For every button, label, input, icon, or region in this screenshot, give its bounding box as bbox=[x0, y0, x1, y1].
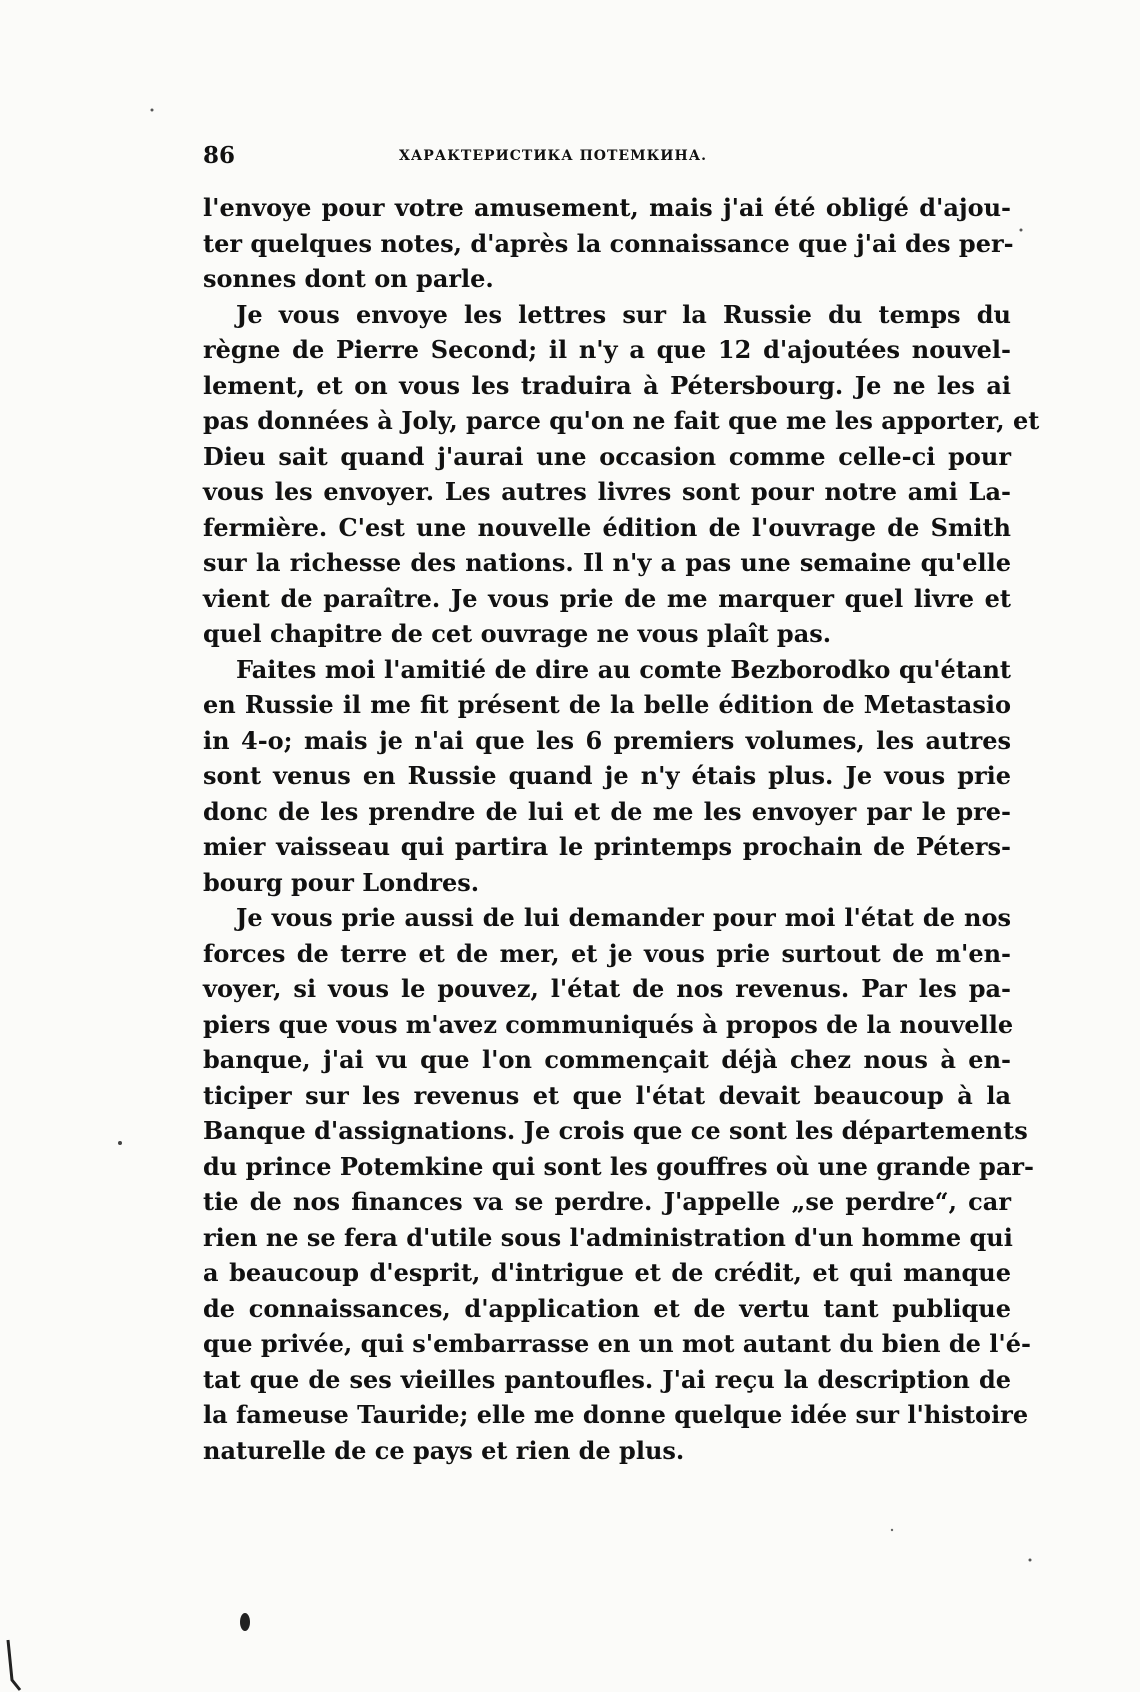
text-line: Faites moi l'amitié de dire au comte Bezborodko qu'étant bbox=[236, 654, 1011, 684]
text-line: tat que de ses vieilles pantoufles. J'ai reçu la description de bbox=[203, 1364, 1011, 1394]
scan-speck bbox=[1020, 229, 1023, 232]
scan-speck bbox=[118, 1141, 122, 1145]
text-line: voyer, si vous le pouvez, l'état de nos revenus. Par les pa- bbox=[203, 974, 1011, 1003]
text-line: sonnes dont on parle. bbox=[203, 264, 494, 293]
running-head: ХАРАКТЕРИСТИКА ПОТЕМКИНА. bbox=[399, 148, 708, 164]
text-line: vient de paraître. Je vous prie de me marquer quel livre et bbox=[203, 583, 1011, 613]
text-line: banque, j'ai vu que l'on commençait déjà chez nous à en- bbox=[203, 1045, 1011, 1074]
text-line: pas données à Joly, parce qu'on ne fait que me les apporter, et bbox=[203, 406, 1040, 435]
text-line: ticiper sur les revenus et que l'état devait beaucoup à la bbox=[203, 1080, 1011, 1110]
scan-speck bbox=[151, 109, 154, 112]
text-line: Je vous prie aussi de lui demander pour moi l'état de nos bbox=[236, 903, 1011, 932]
text-line: donc de les prendre de lui et de me les envoyer par le pre- bbox=[203, 796, 1011, 826]
text-line: mier vaisseau qui partira le printemps prochain de Péters- bbox=[203, 832, 1011, 861]
text-line: lement, et on vous les traduira à Pétersbourg. Je ne les ai bbox=[203, 370, 1011, 400]
text-line: in 4-o; mais je n'ai que les 6 premiers volumes, les autres bbox=[203, 725, 1011, 755]
text-line: de connaissances, d'application et de vertu tant publique bbox=[203, 1293, 1011, 1323]
scan-mark bbox=[8, 1640, 20, 1690]
text-line: piers que vous m'avez communiqués à propos de la nouvelle bbox=[203, 1009, 1014, 1039]
text-line: quel chapitre de cet ouvrage ne vous plaît pas. bbox=[203, 619, 832, 648]
text-line: Je vous envoye les lettres sur la Russie du temps du bbox=[236, 299, 1011, 329]
text-line: naturelle de ce pays et rien de plus. bbox=[203, 1435, 685, 1465]
text-line: ter quelques notes, d'après la connaissance que j'ai des per- bbox=[203, 228, 1014, 258]
text-line: la fameuse Tauride; elle me donne quelque idée sur l'histoire bbox=[203, 1400, 1029, 1429]
text-line: que privée, qui s'embarrasse en un mot autant du bien de l'é- bbox=[203, 1329, 1031, 1358]
text-line: a beaucoup d'esprit, d'intrigue et de crédit, et qui manque bbox=[203, 1258, 1011, 1287]
text-line: tie de nos finances va se perdre. J'appelle „se perdre“, car bbox=[203, 1187, 1011, 1216]
scan-speck bbox=[891, 1529, 893, 1531]
text-line: vous les envoyer. Les autres livres sont pour notre ami La- bbox=[203, 477, 1011, 506]
text-line: règne de Pierre Second; il n'y a que 12 d'ajoutées nouvel- bbox=[203, 335, 1011, 364]
page-number: 86 bbox=[203, 142, 236, 169]
text-line: rien ne se fera d'utile sous l'administration d'un homme qui bbox=[203, 1222, 1013, 1252]
text-line: du prince Potemkine qui sont les gouffres où une grande par- bbox=[203, 1151, 1034, 1181]
scan-blot bbox=[240, 1613, 250, 1631]
text-line: fermière. C'est une nouvelle édition de l'ouvrage de Smith bbox=[203, 512, 1011, 542]
text-line: en Russie il me fit présent de la belle édition de Metastasio bbox=[203, 690, 1011, 719]
text-line: bourg pour Londres. bbox=[203, 867, 480, 897]
text-line: sur la richesse des nations. Il n'y a pas une semaine qu'elle bbox=[203, 548, 1011, 577]
scan-speck bbox=[1029, 1559, 1032, 1562]
text-line: l'envoye pour votre amusement, mais j'ai été obligé d'ajou- bbox=[203, 193, 1011, 222]
text-line: Banque d'assignations. Je crois que ce sont les départements bbox=[203, 1116, 1028, 1145]
text-line: Dieu sait quand j'aurai une occasion comme celle-ci pour bbox=[203, 441, 1011, 471]
text-line: sont venus en Russie quand je n'y étais plus. Je vous prie bbox=[203, 761, 1011, 790]
text-line: forces de terre et de mer, et je vous prie surtout de m'en- bbox=[203, 938, 1011, 968]
